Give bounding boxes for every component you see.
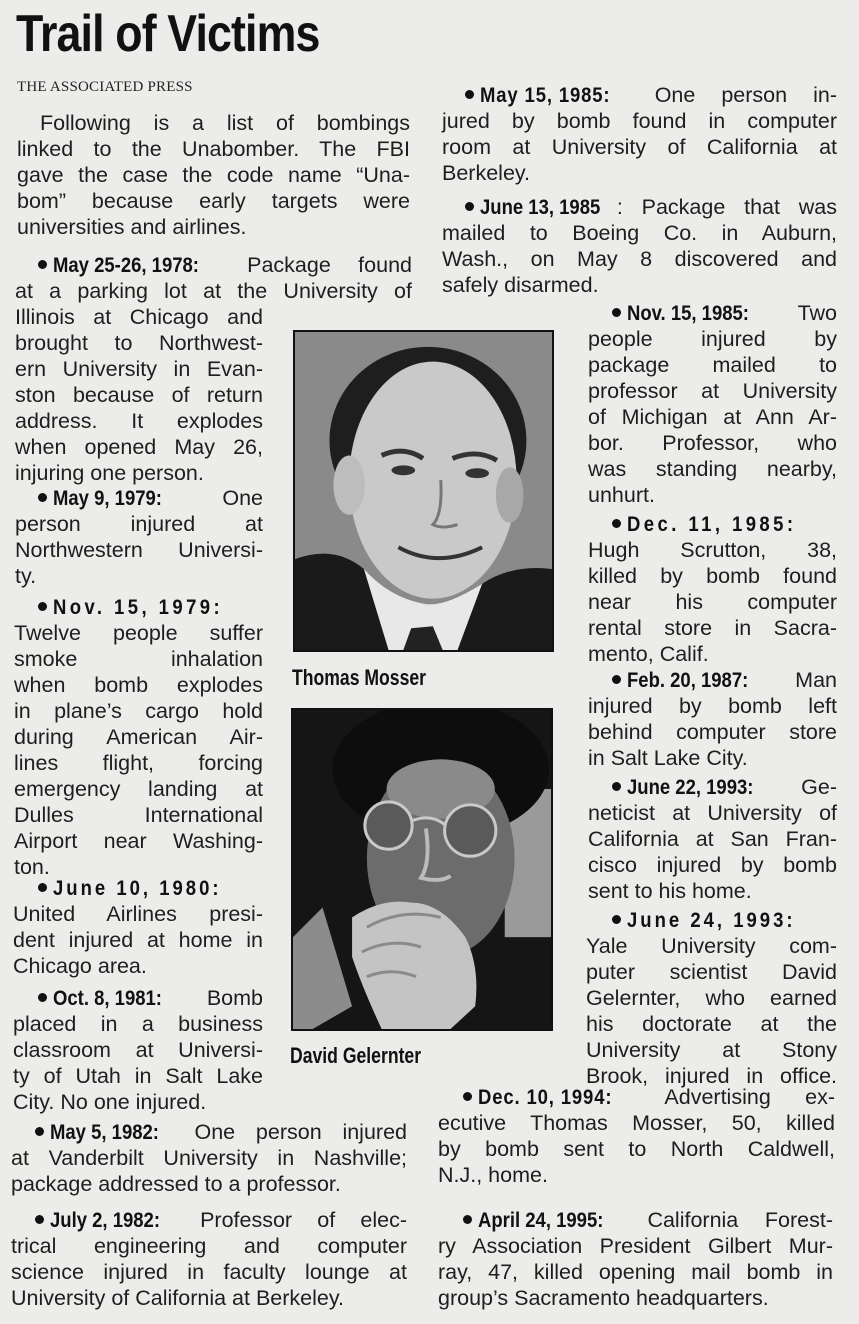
entry-line: room at University of California at bbox=[442, 135, 837, 159]
entry-line: was standing nearby, bbox=[588, 457, 837, 481]
entry-line: Illinois at Chicago and bbox=[15, 305, 263, 329]
entry-line: University of California at Berkeley. bbox=[11, 1286, 344, 1310]
entry-line: puter scientist David bbox=[586, 960, 837, 984]
intro-line: Following is a list of bombings bbox=[40, 111, 410, 135]
bullet-icon bbox=[612, 308, 621, 317]
entry-date: Nov. 15, 1979: bbox=[53, 595, 224, 619]
entry-line: cisco injured by bomb bbox=[588, 853, 837, 877]
entry-line: killed by bomb found bbox=[588, 564, 837, 588]
entry-date: May 9, 1979: bbox=[53, 486, 162, 510]
portrait-image bbox=[295, 332, 552, 650]
bullet-icon bbox=[38, 260, 47, 269]
entry-date: Oct. 8, 1981: bbox=[53, 986, 162, 1010]
entry-line: ty. bbox=[15, 564, 37, 588]
entry-line: by bomb sent to North Caldwell, bbox=[438, 1137, 835, 1161]
entry-date: May 15, 1985: bbox=[480, 83, 611, 107]
entry-lead-line bbox=[612, 511, 837, 537]
entry-lead-line bbox=[35, 1207, 407, 1233]
entry-line: trical engineering and computer bbox=[11, 1234, 407, 1258]
entry-text: Man bbox=[795, 668, 837, 692]
intro-line: bom” because early targets were bbox=[17, 189, 410, 213]
entry-line: neticist at University of bbox=[588, 801, 837, 825]
entry-date: May 25-26, 1978: bbox=[53, 253, 199, 277]
entry-text: Professor of elec- bbox=[200, 1208, 407, 1232]
photo-david-gelernter bbox=[291, 708, 553, 1031]
entry-line: person injured at bbox=[15, 512, 263, 536]
entry-line: bor. Professor, who bbox=[588, 431, 837, 455]
bullet-icon bbox=[463, 1215, 472, 1224]
entry-line: science injured in faculty lounge at bbox=[11, 1260, 407, 1284]
entry-line: injured by bomb left bbox=[588, 694, 837, 718]
entry-line: ray, 47, killed opening mail bomb in bbox=[438, 1260, 833, 1284]
entry-line: Dulles International bbox=[14, 803, 263, 827]
entry-line: Twelve people suffer bbox=[14, 621, 263, 645]
entry-line: at Vanderbilt University in Nashville; bbox=[11, 1146, 407, 1170]
entry-text: California Forest- bbox=[647, 1208, 833, 1232]
intro-line: linked to the Unabomber. The FBI bbox=[17, 137, 410, 161]
entry-line: mailed to Boeing Co. in Auburn, bbox=[442, 221, 837, 245]
entry-lead-line bbox=[612, 774, 837, 800]
intro-line: gave the case the code name “Una- bbox=[17, 163, 410, 187]
entry-date: June 13, 1985 bbox=[480, 195, 601, 219]
entry-lead-line bbox=[463, 1207, 833, 1233]
entry-line: Chicago area. bbox=[13, 954, 147, 978]
entry-text: Two bbox=[797, 301, 837, 325]
entry-line: brought to Northwest- bbox=[15, 331, 263, 355]
entry-line: Berkeley. bbox=[442, 161, 531, 185]
headline: Trail of Victims bbox=[16, 5, 320, 63]
entry-line: classroom at Universi- bbox=[13, 1038, 263, 1062]
byline: THE ASSOCIATED PRESS bbox=[17, 79, 193, 95]
entry-line: dent injured at home in bbox=[13, 928, 263, 952]
entry-line: N.J., home. bbox=[438, 1163, 548, 1187]
entry-date: July 2, 1982: bbox=[50, 1208, 160, 1232]
bullet-icon bbox=[463, 1092, 472, 1101]
entry-date: April 24, 1995: bbox=[478, 1208, 604, 1232]
entry-line: behind computer store bbox=[588, 720, 837, 744]
entry-line: sent to his home. bbox=[588, 879, 752, 903]
entry-line: Brook, injured in office. bbox=[586, 1064, 837, 1088]
entry-line: ecutive Thomas Mosser, 50, killed bbox=[438, 1111, 835, 1135]
entry-line: City. No one injured. bbox=[13, 1090, 207, 1114]
entry-text: Advertising ex- bbox=[664, 1085, 835, 1109]
entry-line: near his computer bbox=[588, 590, 837, 614]
entry-line: ern University in Evan- bbox=[15, 357, 263, 381]
entry-line: Hugh Scrutton, 38, bbox=[588, 538, 837, 562]
photo-thomas-mosser bbox=[293, 330, 554, 652]
photo-caption: David Gelernter bbox=[290, 1043, 422, 1068]
entry-date: June 10, 1980: bbox=[53, 876, 222, 900]
bullet-icon bbox=[35, 1127, 44, 1136]
bullet-icon bbox=[465, 90, 474, 99]
entry-line: safely disarmed. bbox=[442, 273, 599, 297]
entry-date: Dec. 10, 1994: bbox=[478, 1085, 613, 1109]
entry-line: ty of Utah in Salt Lake bbox=[13, 1064, 263, 1088]
entry-lead-line bbox=[465, 82, 837, 108]
bullet-icon bbox=[38, 493, 47, 502]
entry-line: when bomb explodes bbox=[14, 673, 263, 697]
entry-line: Airport near Washing- bbox=[14, 829, 263, 853]
entry-lead-line bbox=[612, 907, 837, 933]
entry-line: group’s Sacramento headquarters. bbox=[438, 1286, 769, 1310]
entry-line: ton. bbox=[14, 855, 50, 879]
portrait-image bbox=[293, 710, 551, 1029]
entry-line: address. It explodes bbox=[15, 409, 263, 433]
entry-line: package addressed to a professor. bbox=[11, 1172, 341, 1196]
bullet-icon bbox=[38, 883, 47, 892]
entry-line: United Airlines presi- bbox=[13, 902, 263, 926]
entry-date: May 5, 1982: bbox=[50, 1120, 159, 1144]
entry-line: of Michigan at Ann Ar- bbox=[588, 405, 837, 429]
entry-lead-line bbox=[38, 594, 263, 620]
entry-lead-line bbox=[612, 300, 837, 326]
entry-text: : Package that was bbox=[616, 195, 837, 219]
entry-text: Package found bbox=[247, 253, 412, 277]
entry-date: Dec. 11, 1985: bbox=[627, 512, 797, 536]
entry-line: ry Association President Gilbert Mur- bbox=[438, 1234, 833, 1258]
bullet-icon bbox=[38, 993, 47, 1002]
entry-line: placed in a business bbox=[13, 1012, 263, 1036]
entry-text: One person injured bbox=[194, 1120, 407, 1144]
entry-line: ston because of return bbox=[15, 383, 263, 407]
bullet-icon bbox=[612, 782, 621, 791]
entry-line: lines flight, forcing bbox=[14, 751, 263, 775]
entry-line: unhurt. bbox=[588, 483, 655, 507]
entry-line: smoke inhalation bbox=[14, 647, 263, 671]
entry-line: rental store in Sacra- bbox=[588, 616, 837, 640]
bullet-icon bbox=[612, 519, 621, 528]
entry-line: Northwestern Universi- bbox=[15, 538, 263, 562]
entry-text: One person in- bbox=[654, 83, 837, 107]
entry-line: in Salt Lake City. bbox=[588, 746, 748, 770]
entry-text: Ge- bbox=[801, 775, 837, 799]
intro-line: universities and airlines. bbox=[17, 215, 247, 239]
entry-line: at a parking lot at the University of bbox=[15, 279, 412, 303]
entry-lead-line bbox=[38, 252, 412, 278]
entry-lead-line bbox=[38, 485, 263, 511]
entry-line: mento, Calif. bbox=[588, 642, 709, 666]
entry-lead-line bbox=[465, 194, 837, 220]
entry-line: California at San Fran- bbox=[588, 827, 837, 851]
entry-lead-line bbox=[463, 1084, 835, 1110]
entry-date: Nov. 15, 1985: bbox=[627, 301, 749, 325]
entry-line: during American Air- bbox=[14, 725, 263, 749]
entry-line: people injured by bbox=[588, 327, 837, 351]
entry-date: June 22, 1993: bbox=[627, 775, 754, 799]
entry-lead-line bbox=[38, 875, 263, 901]
entry-line: package mailed to bbox=[588, 353, 837, 377]
entry-date: June 24, 1993: bbox=[627, 908, 796, 932]
entry-line: when opened May 26, bbox=[15, 435, 263, 459]
bullet-icon bbox=[612, 675, 621, 684]
entry-line: professor at University bbox=[588, 379, 837, 403]
bullet-icon bbox=[465, 202, 474, 211]
entry-line: emergency landing at bbox=[14, 777, 263, 801]
bullet-icon bbox=[612, 915, 621, 924]
entry-line: Wash., on May 8 discovered and bbox=[442, 247, 837, 271]
bullet-icon bbox=[35, 1215, 44, 1224]
entry-date: Feb. 20, 1987: bbox=[627, 668, 749, 692]
entry-line: in plane’s cargo hold bbox=[14, 699, 263, 723]
entry-text: Bomb bbox=[206, 986, 263, 1010]
entry-line: his doctorate at the bbox=[586, 1012, 837, 1036]
entry-lead-line bbox=[612, 667, 837, 693]
photo-caption: Thomas Mosser bbox=[292, 665, 426, 690]
bullet-icon bbox=[38, 602, 47, 611]
entry-line: jured by bomb found in computer bbox=[442, 109, 837, 133]
entry-lead-line bbox=[35, 1119, 407, 1145]
entry-lead-line bbox=[38, 985, 263, 1011]
entry-text: One bbox=[222, 486, 263, 510]
entry-line: injuring one person. bbox=[15, 461, 204, 485]
entry-line: Yale University com- bbox=[586, 934, 837, 958]
entry-line: Gelernter, who earned bbox=[586, 986, 837, 1010]
entry-line: University at Stony bbox=[586, 1038, 837, 1062]
